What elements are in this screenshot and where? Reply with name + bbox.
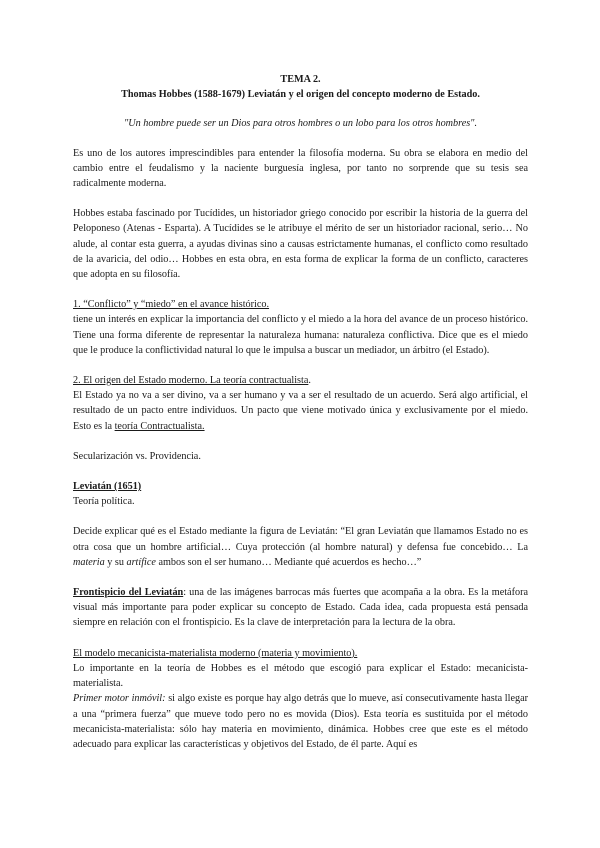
intro-paragraph: Es uno de los autores imprescindibles para entender la filosofía moderna. Su obra se elabora en medio del cambio entre el feudalismo y la naciente burguesía inglesa, por tanto no sorprende que su tesis sea radicalmente moderna. <box>73 147 528 190</box>
materia-word: materia <box>73 556 105 568</box>
frontispicio-heading: Frontispicio del Leviatán <box>73 587 184 599</box>
section2-heading <box>73 373 528 388</box>
section2-heading-text: 2. El origen del Estado moderno. La teoría contractualista <box>73 375 309 387</box>
section2-body-text: El Estado ya no va a ser divino, va a ser humano y va a ser el resultado de un acuerdo. Será algo artificial, el resultado de un pacto entre individuos. Un pacto que viene motivado única y exclusivamente por el miedo. Esto es la <box>73 390 528 432</box>
motor-term: Primer motor inmóvil: <box>73 693 166 705</box>
section1-body: tiene un interés en explicar la importancia del conflicto y el miedo a la hora del avance de un proceso histórico. Tiene una forma diferente de representar la naturaleza humana: naturaleza conflictiva. Dice que es el miedo que le produce la conflictividad natural lo que le impulsa a buscar un mediador, un árbitro (el Estado). <box>73 314 528 356</box>
modelo-body2 <box>73 691 528 752</box>
tucidides-paragraph: Hobbes estaba fascinado por Tucídides, un historiador griego conocido por escribir la historia de la guerra del Peloponeso (Atenas - Esparta). A Tucídides se le atribuye el mérito de ser un historiador racional, serio… No alude, al contar esta guerra, a ayudas divinas sino a causas estrictamente humanas, el conflicto como resultado de la avaricia, del odio… Hobbes en esta obra, en esta forma de explicar la forma de un conflicto, caracteres que adopta en su filosofía. <box>73 208 528 281</box>
frontispicio-body: : una de las imágenes barrocas más fuertes que acompaña a la obra. Es la metáfora visual más importante para poder explicar su concepto de Estado. Cada idea, cada propuesta está pensada siempre en relación con el frontispicio. Es la clave de interpretación para la lectura de la obra. <box>73 587 528 629</box>
tema-heading: TEMA 2. <box>280 74 321 85</box>
leviatan-body <box>73 524 528 570</box>
modelo-body2-text: si algo existe es porque hay algo detrás que lo mueve, así consecutivamente hasta llegar a una “primera fuerza” que mueve todo pero no es movida (Dios). Esta teoría es sustituida por el método mecanicista-materialista: sólo hay materia en movimiento, dinámica. Hobbes cree que este es el método adecuado para explicar las características y objetivos del Estado, de él parte. Aquí es <box>73 693 529 750</box>
modelo-heading: El modelo mecanicista-materialista moderno (materia y movimiento). <box>73 647 358 659</box>
frontispicio-paragraph <box>73 585 528 631</box>
artifice-word: artífice <box>126 556 156 568</box>
contractualista-link: teoría Contractualista. <box>114 420 205 432</box>
leviatan-body-a: Decide explicar qué es el Estado mediante la figura de Leviatán: “El gran Leviatán que llamamos Estado no es otra cosa que un hombre artificial… Cuya protección (al hombre natural) y defensa fue concebido… La <box>73 526 528 553</box>
section2-heading-dot: . <box>308 375 311 387</box>
secularizacion-line: Secularización vs. Providencia. <box>73 450 201 462</box>
section2-body <box>73 388 528 434</box>
leviatan-body-c: ambos son el ser humano… Mediante qué acuerdos es hecho…” <box>155 556 422 568</box>
leviatan-heading: Leviatán (1651) <box>73 481 142 493</box>
document-title: Thomas Hobbes (1588-1679) Leviatán y el origen del concepto moderno de Estado. <box>121 89 480 101</box>
epigraph-quote: "Un hombre puede ser un Dios para otros hombres o un lobo para los otros hombres". <box>123 118 478 130</box>
document-page <box>73 72 528 752</box>
leviatan-body-b: y su <box>104 556 127 568</box>
section1-heading: 1. “Conflicto” y “miedo” en el avance histórico. <box>73 299 270 311</box>
leviatan-sub: Teoría política. <box>73 496 135 508</box>
modelo-body1: Lo importante en la teoría de Hobbes es el método que escogió para explicar el Estado: mecanicista-materialista. <box>73 662 528 690</box>
